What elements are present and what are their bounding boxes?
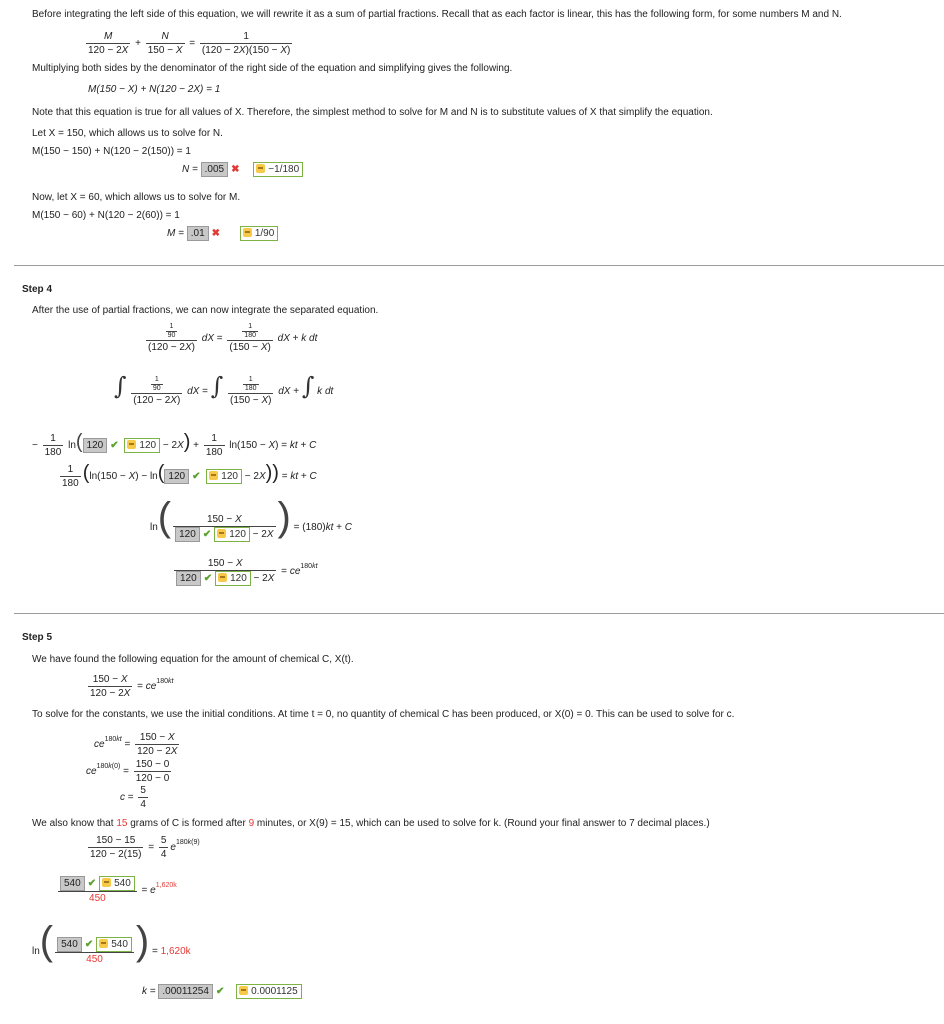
step4-text: After the use of partial fractions, we can now integrate the separated equation. [32, 305, 379, 316]
key-value: 120 [221, 471, 238, 482]
simplified-ratio-equation: $\frac{540 ✔ 540}{450}$ = $e^{1,620k}$ [56, 876, 177, 905]
correct-icon: ✔ [84, 938, 94, 950]
answer-key-120[interactable] [124, 438, 160, 453]
answer-field-120[interactable]: 120 [175, 527, 200, 542]
minutes-value: 9 [248, 818, 255, 829]
text-part: We also know that [32, 818, 117, 829]
initial-condition-eq1: $ce^{180kt}$ = $\frac{150 - X}{120 - 2X}$ [94, 732, 178, 757]
correct-icon: ✔ [215, 986, 225, 997]
k-substitution-equation: $\frac{150 - 15}{120 - 2(15)}$ = $\frac{5}{4}$ $e^{180k(9)}$ [90, 835, 200, 860]
key-icon [256, 164, 265, 173]
c-value-equation: c = $\frac{5}{4}$ [120, 785, 146, 810]
k-label: k = [142, 986, 156, 997]
answer-key-120[interactable] [215, 571, 251, 586]
key-value: 120 [139, 440, 157, 451]
correct-icon: ✔ [192, 471, 201, 482]
substitution-m-equation: M(150 − 60) + N(120 − 2(60)) = 1 [32, 210, 180, 221]
divider [14, 613, 944, 614]
step5-text3 [32, 818, 710, 829]
answer-field-120[interactable]: 120 [176, 571, 201, 586]
key-icon [99, 939, 108, 948]
integral-equation: ∫ $\frac{\frac{1}{90}}{(120 - 2X)}$ dX = ∫ $\frac{\frac{1}{180}}{(150 - X)}$ dX + ∫ k dt [114, 372, 334, 406]
answer-field-120[interactable]: 120 [83, 438, 108, 453]
correct-icon: ✔ [87, 878, 97, 889]
n-label: N = [182, 164, 198, 175]
initial-condition-eq2: $ce^{180k(0)}$ = $\frac{150 - 0}{120 - 0}$ [86, 759, 170, 784]
answer-field-540[interactable]: 540 [60, 876, 85, 891]
key-value: 540 [111, 938, 128, 950]
partial-fraction-form: $\frac{M}{120 - 2X}$ + $\frac{N}{150 - X}$ = $\frac{1}{(120 - 2X)(150 - X)}$ [88, 31, 291, 56]
correct-icon: ✔ [110, 440, 119, 451]
solution-equation: $\frac{150 - X}{120 - 2X}$ = $ce^{180kt}$ [90, 674, 174, 699]
k-answer-row [142, 984, 302, 999]
exponent-value: 1,620k [155, 882, 177, 890]
n-answer-field[interactable]: .005 [201, 162, 228, 177]
incorrect-icon: ✖ [211, 228, 221, 239]
n-key-value: −1/180 [268, 164, 300, 175]
text-part: minutes, or X(9) = 15, which can be used to solve for k. (Round your final answer to 7 decimal places.) [254, 818, 710, 829]
incorrect-icon: ✖ [231, 164, 240, 175]
key-icon [102, 878, 111, 887]
intro-paragraph: Before integrating the left side of this equation, we will rewrite it as a sum of partial fractions. Recall that as each factor is linear, this has the following form, for some numbers M and N. [32, 9, 842, 20]
key-icon [217, 529, 226, 538]
substitution-n-equation: M(150 − 150) + N(120 − 2(150)) = 1 [32, 146, 191, 157]
denominator-450: 450 [55, 952, 134, 966]
answer-field-540[interactable]: 540 [57, 937, 82, 952]
step4-title: Step 4 [22, 284, 53, 295]
answer-key-540[interactable] [96, 937, 132, 952]
key-value: 120 [229, 528, 246, 540]
step5-text2: To solve for the constants, we use the initial conditions. At time t = 0, no quantity of chemical C has been produced, or X(0) = 0. This can be used to solve for c. [32, 709, 735, 720]
multiplied-equation: M(150 − X) + N(120 − 2X) = 1 [88, 84, 221, 95]
denominator-450: 450 [58, 891, 137, 905]
k-key-value: 0.0001125 [251, 986, 298, 997]
k-answer-key[interactable] [236, 984, 302, 999]
key-value: 540 [114, 878, 131, 889]
grams-value: 15 [116, 818, 128, 829]
key-icon [239, 986, 248, 995]
m-label: M = [167, 228, 184, 239]
key-icon [127, 440, 136, 449]
answer-key-120[interactable] [206, 469, 242, 484]
key-icon [209, 471, 218, 480]
m-answer-row [167, 226, 278, 241]
step5-title: Step 5 [22, 632, 53, 643]
exp-ratio-equation: $\frac{150 - X}{120 ✔ 120 - 2X}$ = $ce^{180kt}$ [172, 557, 318, 586]
n-answer-row [182, 162, 303, 177]
divider [14, 265, 944, 266]
m-key-value: 1/90 [254, 228, 275, 239]
correct-icon: ✔ [203, 573, 213, 584]
integrated-equation: − $\frac{1}{180}$ ln( 120 ✔ 120 − 2X) + $\frac{1}{180}$ ln(150 − X) = kt + C [32, 431, 317, 458]
separated-equation: $\frac{\frac{1}{90}}{(120 - 2X)}$ dX = $\frac{\frac{1}{180}}{(150 - X)}$ dX + k dt [148, 323, 318, 353]
m-answer-field[interactable]: .01 [187, 226, 209, 241]
combined-log-equation: $\frac{1}{180}$ (ln(150 − X) − ln( 120 ✔ 120 − 2X)) = kt + C [62, 462, 317, 489]
key-value: 120 [230, 573, 247, 584]
text-part: grams of C is formed after [127, 818, 249, 829]
answer-key-540[interactable] [99, 876, 135, 891]
ln-ratio-k-equation: ln( $\frac{540 ✔ 540}{450}$ ) = 1,620k [32, 919, 191, 965]
note-paragraph: Note that this equation is true for all values of X. Therefore, the simplest method to solve for M and N is to substitute values of X that simplify the equation. [32, 107, 713, 118]
step5-text1: We have found the following equation for the amount of chemical C, X(t). [32, 654, 354, 665]
answer-key-120[interactable] [214, 527, 250, 542]
multiply-paragraph: Multiplying both sides by the denominator of the right side of the equation and simplifying gives the following. [32, 63, 513, 74]
let-x-60-text: Now, let X = 60, which allows us to solve for M. [32, 192, 241, 203]
rhs-value: 1,620k [160, 946, 191, 957]
ln-ratio-equation: ln( $\frac{150 - X}{120 ✔ 120 - 2X}$ ) = (180)kt + C [150, 495, 353, 540]
m-answer-key[interactable] [240, 226, 278, 241]
answer-field-120[interactable]: 120 [164, 469, 189, 484]
correct-icon: ✔ [202, 528, 212, 540]
k-answer-field[interactable]: .00011254 [158, 984, 213, 999]
n-answer-key[interactable] [253, 162, 303, 177]
key-icon [243, 228, 252, 237]
key-icon [218, 573, 227, 582]
let-x-150-text: Let X = 150, which allows us to solve for N. [32, 128, 223, 139]
